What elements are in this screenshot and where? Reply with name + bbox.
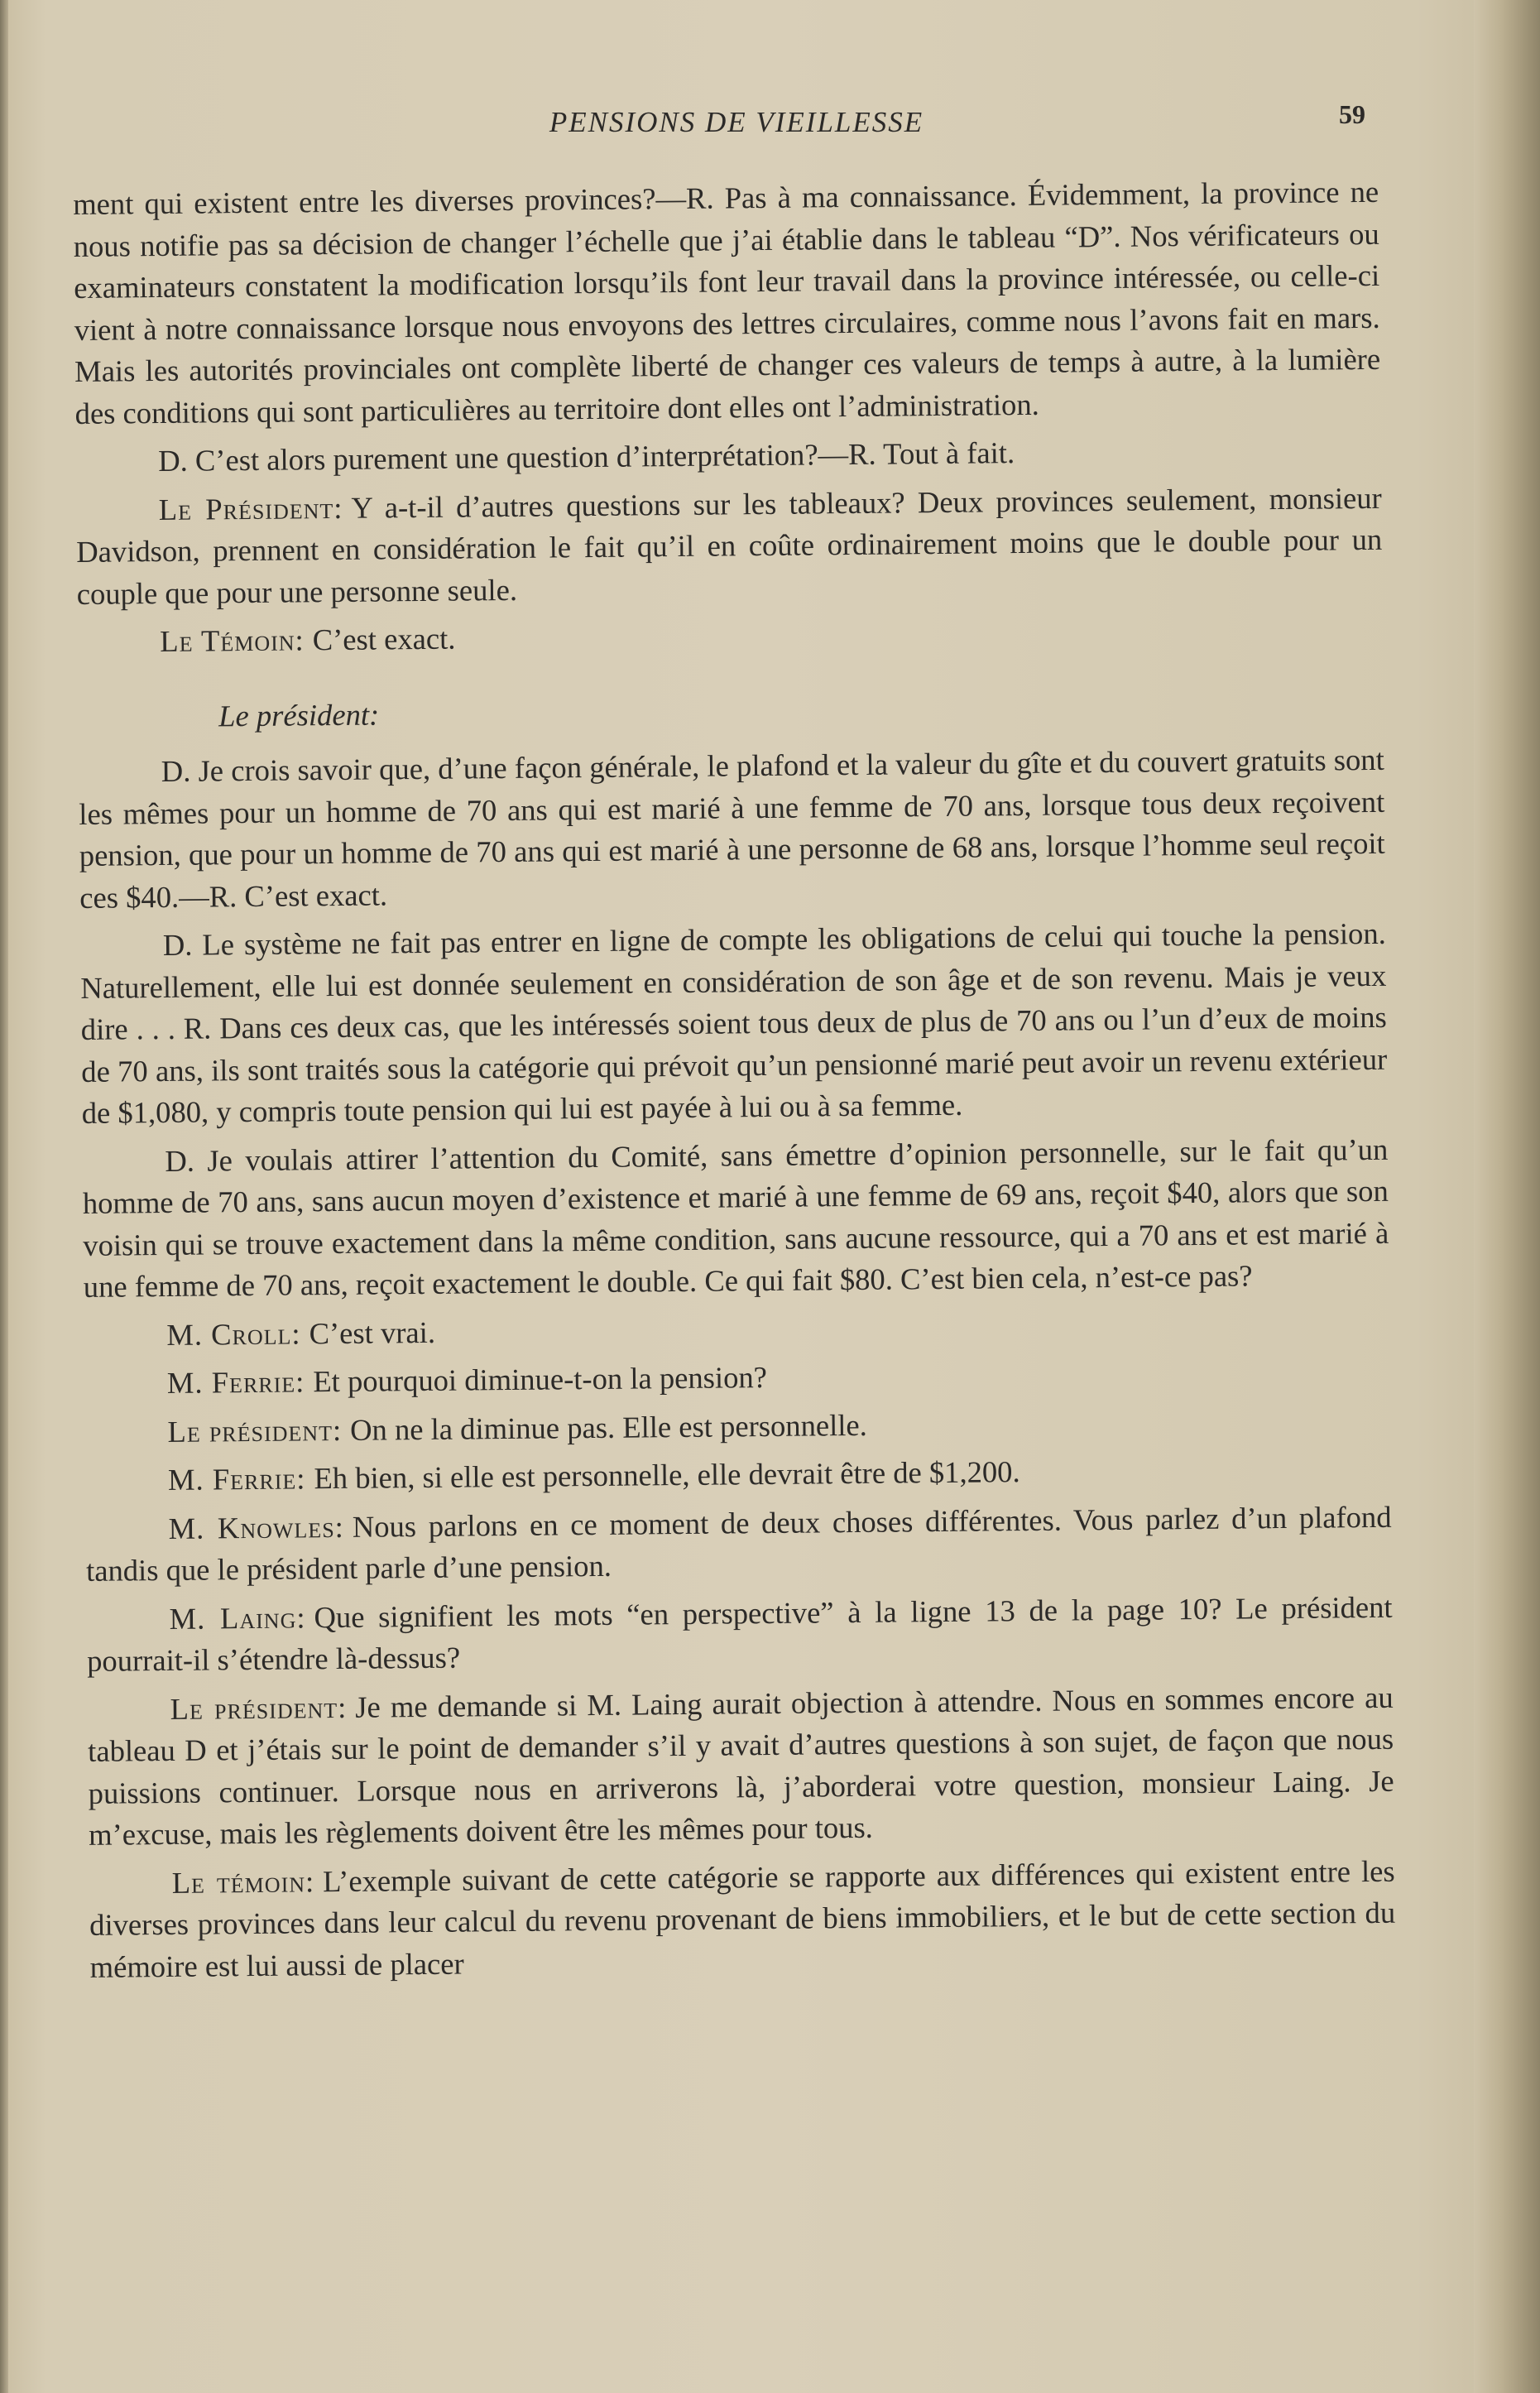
paragraph: Le Témoin: C’est exact. [160, 621, 456, 659]
paragraph: M. Laing: Que signifient les mots “en perspective” à la ligne 13 de la page 10? Le président pourrait-il s’étendre là-dessus? [86, 1589, 1393, 1678]
speaker: Le président: [167, 1412, 343, 1449]
speaker: Le témoin: [171, 1863, 315, 1900]
speaker: M. Croll: [166, 1315, 301, 1352]
paragraph: M. Knowles: Nous parlons en ce moment de deux choses différentes. Vous parlez d’un plafond tandis que le président parle d’une pension. [85, 1499, 1392, 1588]
speaker: M. Laing: [169, 1599, 306, 1636]
speaker: M. Ferrie: [167, 1461, 306, 1497]
paragraph: Le témoin: L’exemple suivant de cette catégorie se rapporte aux différences qui existent entre les diverses provinces dans leur calcul du revenu provenant de biens immobiliers, et le but de cette section du mémoire est lui aussi de placer [89, 1853, 1396, 1984]
paragraph: D. Le système ne fait pas entrer en ligne de compte les obligations de celui qui touche la pension. Naturellement, elle lui est donnée seulement en considération de son âge et de son revenu. Mais je veux dire . . . R. Dans ces deux cas, que les intéressés soient tous deux de plus de 70 ans ou l’un d’eux de moins de 70 ans, ils sont traités sous la catégorie qui prévoit qu’un pensionné marié peut avoir un revenu extérieur de $1,080, y compris toute pension qui lui est payée à lui ou à sa femme. [80, 915, 1388, 1130]
page-header [74, 98, 1365, 147]
page-binding-shadow [0, 0, 8, 2393]
paragraph: ment qui existent entre les diverses provinces?—R. Pas à ma connaissance. Évidemment, la province ne nous notifie pas sa décision de changer l’échelle que j’ai établie dans le tableau “D”. Nos vérificateurs ou examinateurs constatent la modification lorsqu’ils font leur travail dans la province intéressée, ou celle-ci vient à notre connaissance lorsque nous envoyons des lettres circulaires, comme nous l’avons fait en mars. Mais les autorités provinciales ont complète liberté de changer ces valeurs de temps à autre, à la lumière des conditions qui sont particulières au territoire dont elles ont l’administration. [73, 174, 1381, 430]
paragraph: M. Ferrie: Et pourquoi diminue-t-on la pension? [166, 1360, 768, 1400]
paragraph: D. Je crois savoir que, d’une façon générale, le plafond et la valeur du gîte et du couvert gratuits sont les mêmes pour un homme de 70 ans qui est marié à une femme de 70 ans, lorsque tous deux reçoivent pension, que pour un homme de 70 ans qui est marié à une personne de 68 ans, lorsque l’homme seul reçoit ces $40.—R. C’est exact. [79, 742, 1385, 915]
paragraph: D. Je voulais attirer l’attention du Comité, sans émettre d’opinion personnelle, sur le fait qu’un homme de 70 ans, sans aucun moyen d’existence et marié à une femme de 69 ans, reçoit $40, alors que son voisin qui se trouve exactement dans la même condition, sans aucune ressource, qui a 70 ans et est marié à une femme de 70 ans, reçoit exactement le double. Ce qui fait $80. C’est bien cela, n’est-ce pas? [82, 1132, 1389, 1304]
section-heading: Le président: [218, 696, 380, 733]
body-text [73, 171, 1396, 1995]
speaker: Le président: [170, 1689, 348, 1726]
page-edge [1474, 0, 1540, 2393]
running-title: PENSIONS DE VIEILLESSE [549, 106, 924, 138]
page-number: 59 [1339, 99, 1365, 129]
speaker: M. Ferrie: [166, 1364, 305, 1400]
paragraph: M. Croll: C’est vrai. [166, 1314, 436, 1352]
paragraph: D. C’est alors purement une question d’interprétation?—R. Tout à fait. [158, 435, 1015, 478]
paragraph: Le Président: Y a-t-il d’autres questions sur les tableaux? Deux provinces seulement, monsieur Davidson, prennent en considération le fait qu’il en coûte ordinairement moins que le double pour un couple que pour une personne seule. [76, 480, 1383, 611]
speaker: Le Témoin: [160, 622, 305, 659]
speaker: M. Knowles: [168, 1509, 345, 1545]
paragraph: Le président: Je me demande si M. Laing aurait objection à attendre. Nous en sommes encore au tableau D et j’étais sur le point de demander s’il y avait d’autres questions à son sujet, de façon que nous puissions continuer. Lorsque nous en arriverons là, j’aborderai votre question, monsieur Laing. Je m’excuse, mais les règlements doivent être les mêmes pour tous. [87, 1679, 1394, 1852]
paragraph: M. Ferrie: Eh bien, si elle est personnelle, elle devrait être de $1,200. [167, 1454, 1020, 1497]
speaker: Le Président: [158, 490, 343, 526]
paragraph: Le président: On ne la diminue pas. Elle est personnelle. [167, 1407, 868, 1449]
